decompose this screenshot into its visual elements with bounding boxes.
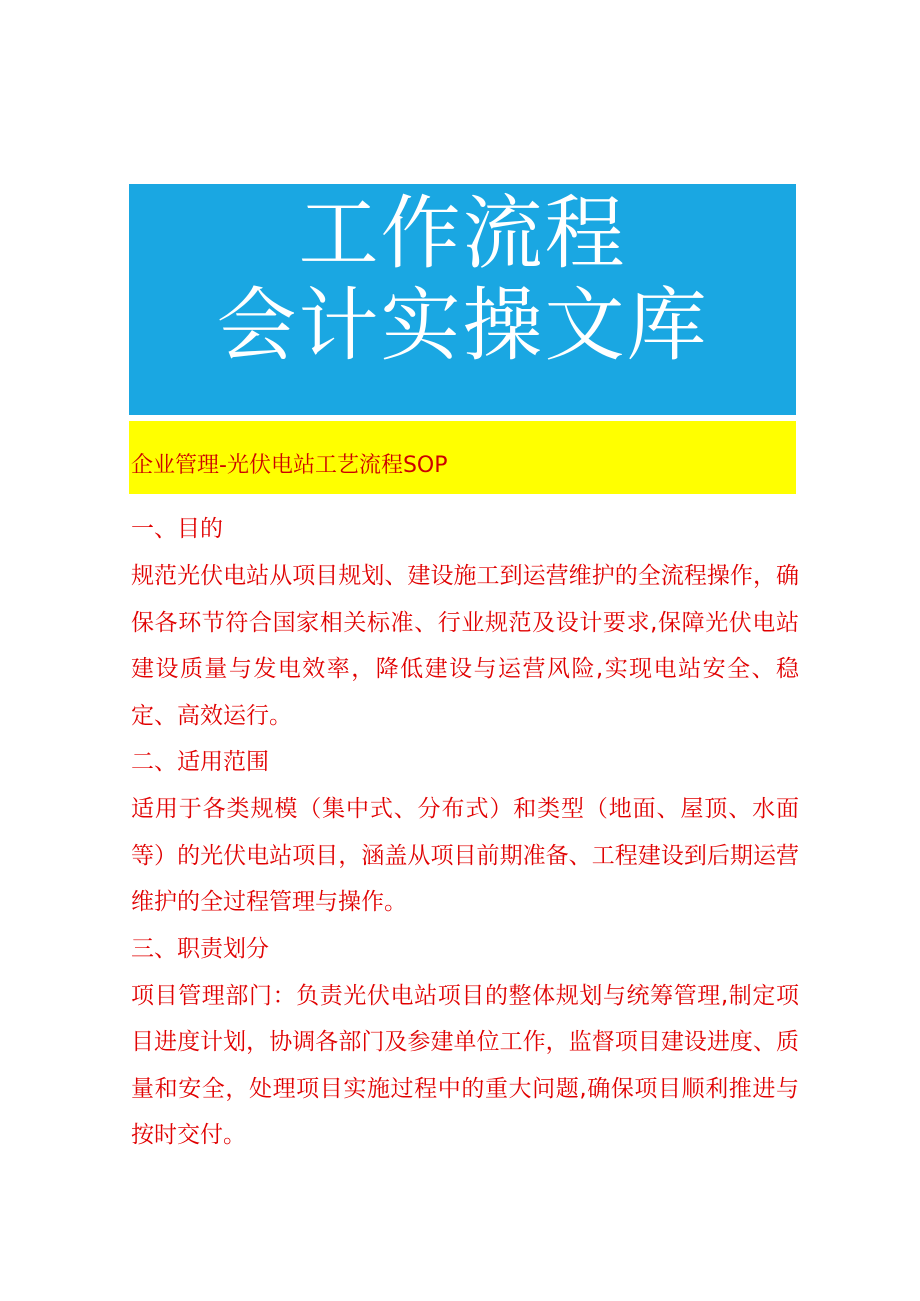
section-heading-purpose: 一、目的	[131, 516, 223, 542]
title-banner	[129, 184, 796, 415]
section-heading-scope: 二、适用范围	[131, 749, 269, 775]
section-heading-responsibilities: 三、职责划分	[131, 935, 269, 962]
document-subtitle: 企业管理-光伏电站工艺流程SOP	[131, 453, 448, 478]
section-paragraph-scope: 适用于各类规模（集中式、分布式）和类型（地面、屋顶、水面等）的光伏电站项目，涵盖从项目前期准备、工程建设到后期运营维护的全过程管理与操作。	[131, 796, 799, 915]
subtitle-bar	[129, 421, 796, 494]
section-paragraph-purpose: 规范光伏电站从项目规划、建设施工到运营维护的全流程操作，确保各环节符合国家相关标准、行业规范及设计要求,保障光伏电站建设质量与发电效率，降低建设与运营风险,实现电站安全、稳定、高效运行。	[131, 563, 799, 729]
banner-title-line-1: 工作流程	[298, 187, 627, 280]
banner-title-line-2: 会计实操文库	[216, 279, 709, 372]
document-body	[131, 506, 799, 1159]
section-paragraph-responsibilities: 项目管理部门：负责光伏电站项目的整体规划与统筹管理,制定项目进度计划，协调各部门及参建单位工作，监督项目建设进度、质量和安全，处理项目实施过程中的重大问题,确保项目顺利推进与按时交付。	[131, 982, 799, 1148]
